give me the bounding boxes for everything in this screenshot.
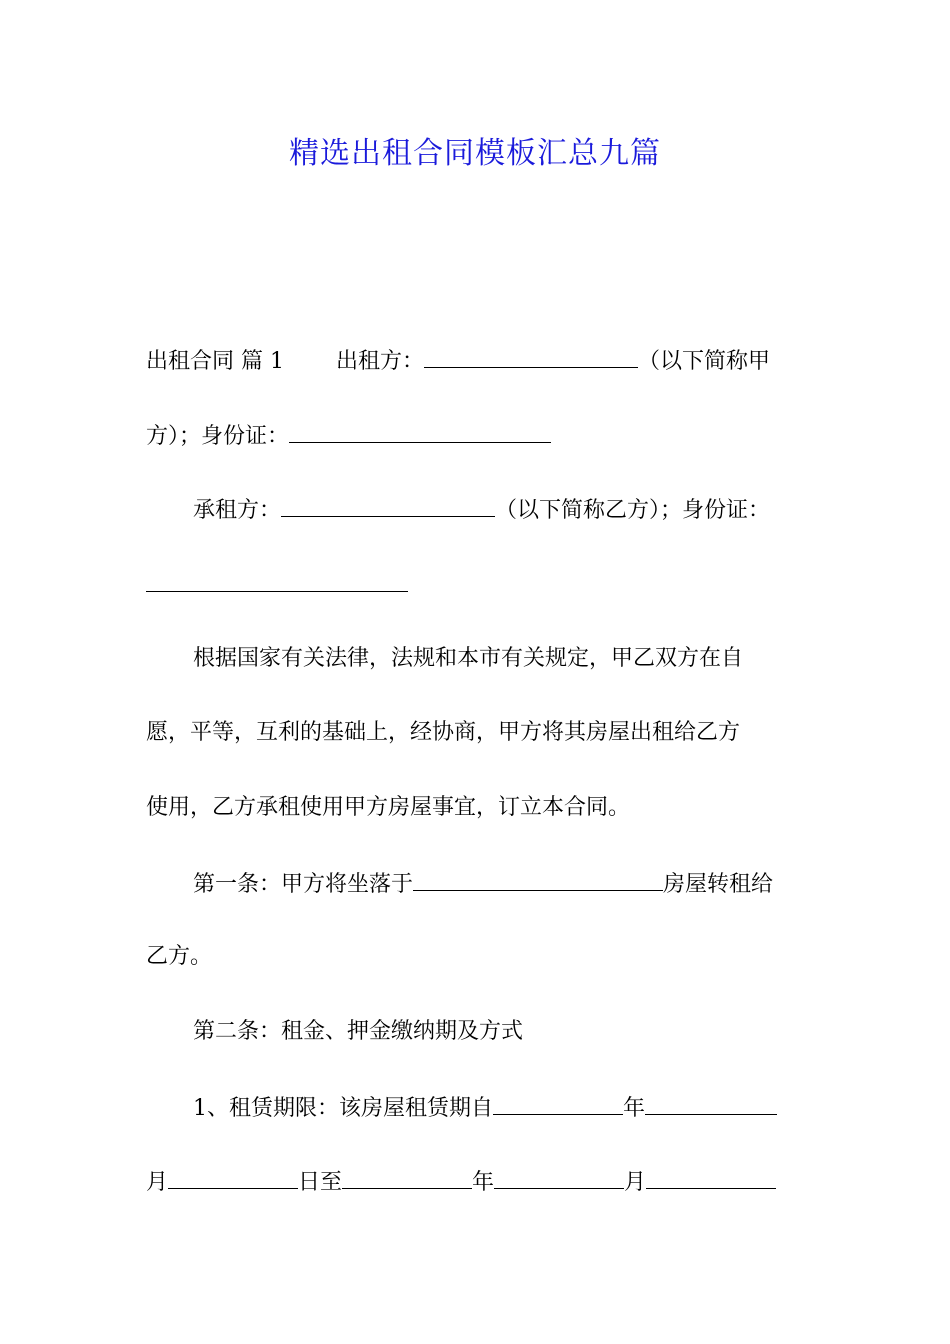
day-to-label: 日至 <box>298 1170 343 1195</box>
article-1-text: 第一条：甲方将坐落于 <box>193 872 414 897</box>
property-location-blank[interactable] <box>413 868 663 891</box>
end-month-blank[interactable] <box>494 1166 624 1189</box>
paragraph-line: 根据国家有关法律，法规和本市有关规定，甲乙双方在自 <box>193 646 744 671</box>
lessee-label: 承租方： <box>193 498 282 523</box>
line-lessor <box>146 345 770 377</box>
start-year-blank[interactable] <box>493 1092 623 1115</box>
line-lessor-id <box>146 420 551 452</box>
year-label: 年 <box>472 1170 495 1195</box>
line-article-1 <box>193 868 773 900</box>
lessor-label: 出租方： <box>335 349 424 374</box>
line-lessee-id <box>146 569 408 601</box>
lessor-name-blank[interactable] <box>424 345 638 368</box>
month-label: 月 <box>146 1170 169 1195</box>
lessor-id-label: 方）；身份证： <box>146 424 290 449</box>
paragraph-line: 愿，平等，互利的基础上，经协商，甲方将其房屋出租给乙方 <box>146 720 741 745</box>
lessee-id-blank[interactable] <box>146 569 408 592</box>
document-title: 精选出租合同模板汇总九篇 <box>289 136 661 171</box>
article-2-heading: 第二条：租金、押金缴纳期及方式 <box>193 1019 524 1044</box>
line-lease-term <box>193 1092 777 1124</box>
line-lessee <box>193 494 770 526</box>
lessor-alias: （以下简称甲 <box>638 349 771 374</box>
line-lease-dates <box>146 1166 776 1198</box>
lessee-name-blank[interactable] <box>281 494 495 517</box>
lease-term-text: 1、租赁期限：该房屋租赁期自 <box>193 1096 493 1121</box>
month-label: 月 <box>624 1170 647 1195</box>
lessee-alias-id-label: （以下简称乙方）；身份证： <box>495 498 771 523</box>
year-label: 年 <box>623 1096 646 1121</box>
contract-label: 出租合同 篇 1 <box>146 349 284 374</box>
paragraph-line: 使用，乙方承租使用甲方房屋事宜，订立本合同。 <box>146 795 631 820</box>
start-month-blank[interactable] <box>645 1092 777 1115</box>
paragraph-line: 乙方。 <box>146 944 213 969</box>
lessor-id-blank[interactable] <box>289 420 551 443</box>
article-1-suffix: 房屋转租给 <box>663 872 774 897</box>
end-day-blank[interactable] <box>646 1166 776 1189</box>
start-day-blank[interactable] <box>168 1166 298 1189</box>
end-year-blank[interactable] <box>342 1166 472 1189</box>
